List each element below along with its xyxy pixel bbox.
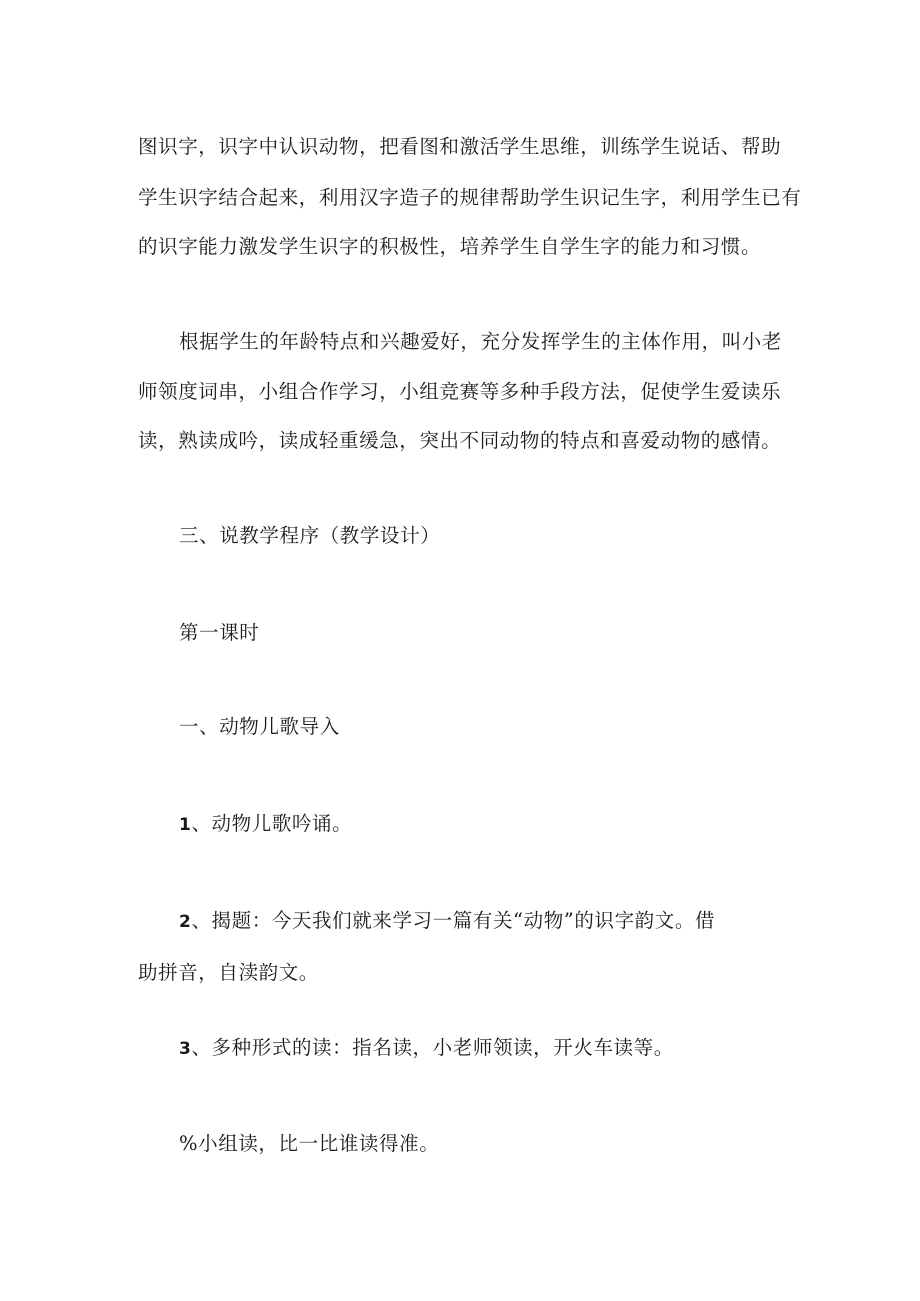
- list-item-text: 、揭题：今天我们就来学习一篇有关“动物”的识字韵文。借: [191, 909, 716, 932]
- list-item-number: 3: [179, 1039, 192, 1059]
- step-heading: 一、动物儿歌导入: [179, 715, 340, 738]
- para2-line2: 师领度词串，小组合作学习，小组竞赛等多种手段方法，促使学生爱读乐: [138, 380, 782, 403]
- para2-line3: 读，熟读成吟，读成轻重缓急，突出不同动物的特点和喜爱动物的感情。: [138, 429, 782, 452]
- para2-line1: 根据学生的年龄特点和兴趣爱好，充分发挥学生的主体作用，叫小老: [179, 330, 783, 353]
- list-item-2: [179, 907, 715, 936]
- lesson-heading: 第一课时: [179, 621, 260, 644]
- last-line: %小组读，比一比谁读得准。: [179, 1132, 440, 1155]
- para1-line2: 学生识字结合起来，利用汉字造子的规律帮助学生识记生字，利用学生已有: [138, 186, 802, 209]
- list-item-number: 1: [179, 815, 192, 835]
- para1-line3: 的识字能力激发学生识字的积极性，培养学生自学生字的能力和习惯。: [138, 235, 762, 258]
- section-heading: 三、说教学程序（教学设计）: [179, 524, 441, 547]
- list-item-3: [179, 1034, 674, 1063]
- list-item-1: [179, 810, 352, 839]
- list-item-text: 、动物儿歌吟诵。: [191, 812, 353, 835]
- list-item-text: 、多种形式的读：指名读，小老师领读，开火车读等。: [191, 1036, 674, 1059]
- list-item-number: 2: [179, 912, 192, 932]
- list-item-2-continuation: 助拼音，自渎韵文。: [138, 961, 319, 984]
- para1-line1: 图识字，识字中认识动物，把看图和激活学生思维，训练学生说话、帮助: [138, 135, 782, 158]
